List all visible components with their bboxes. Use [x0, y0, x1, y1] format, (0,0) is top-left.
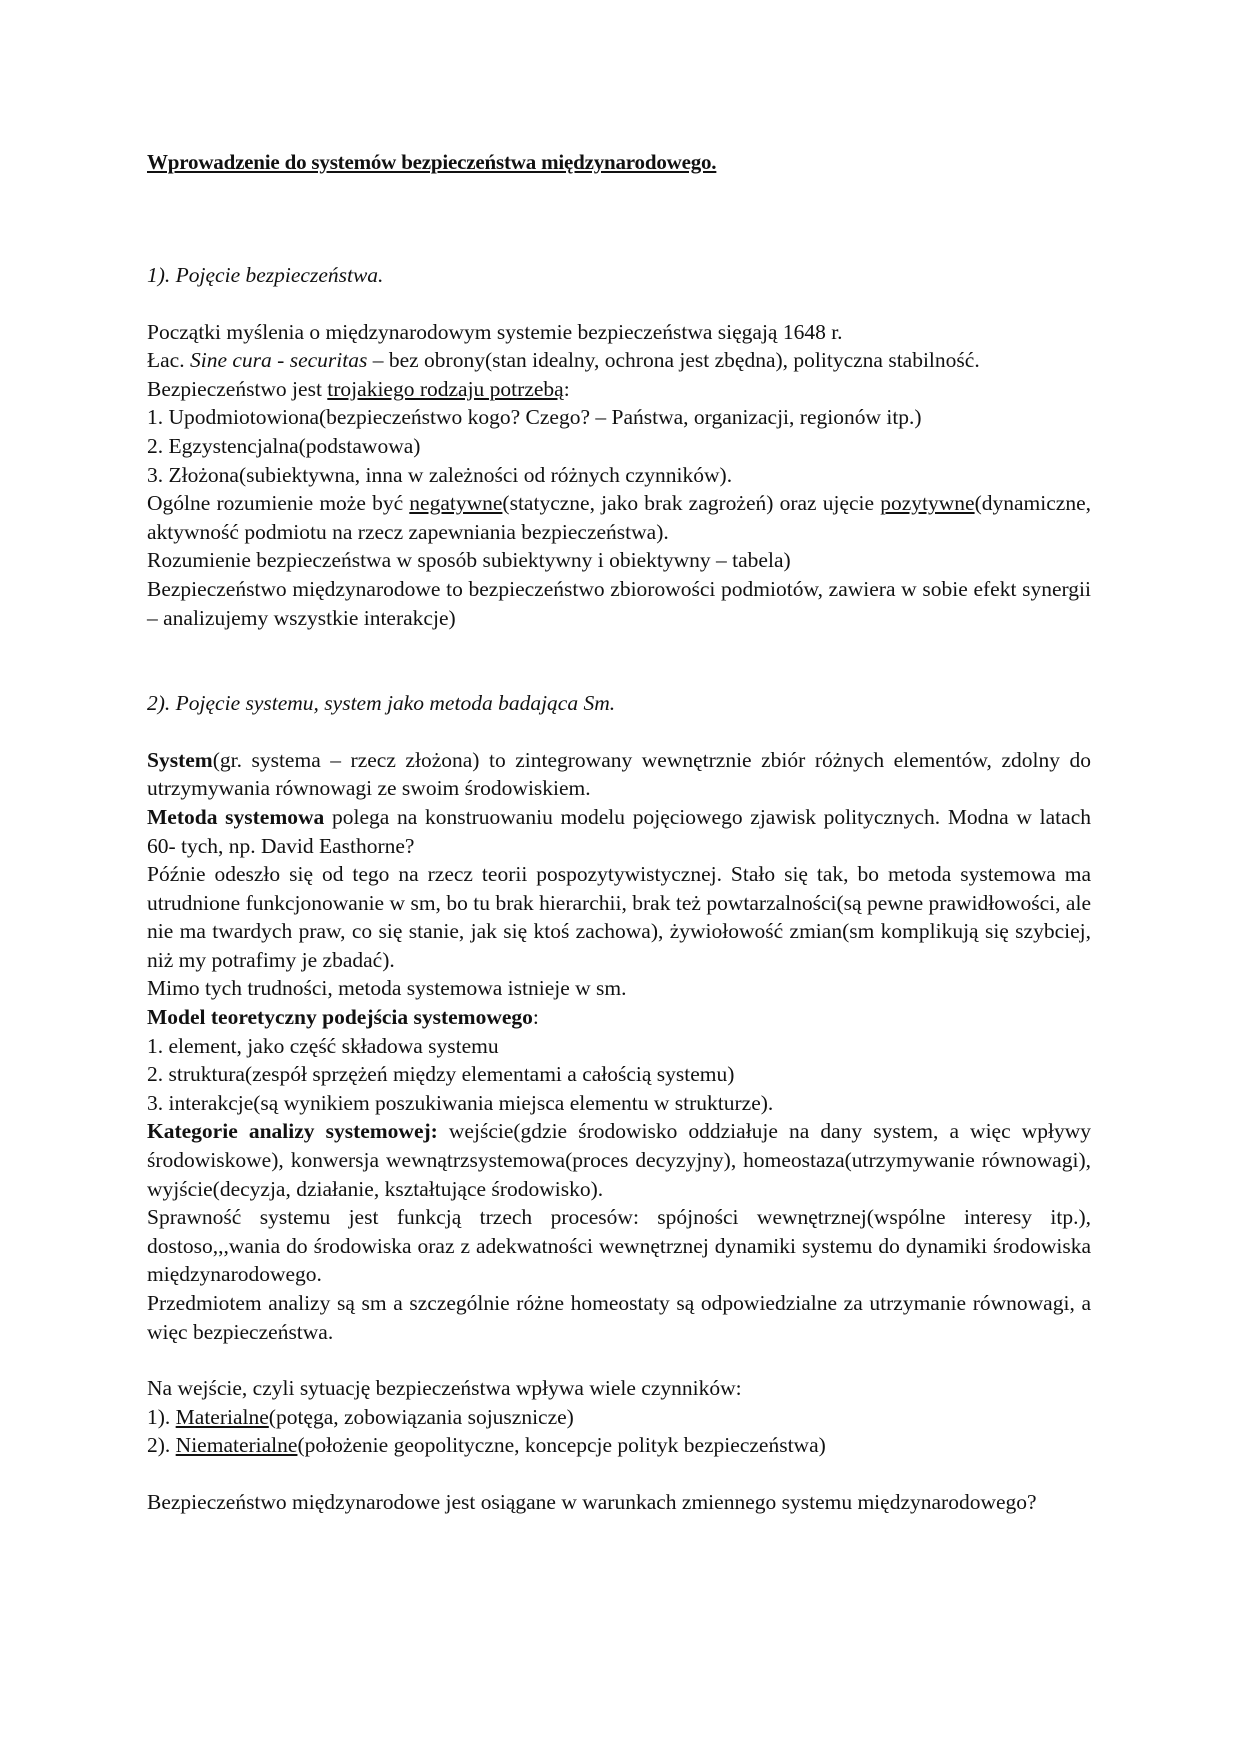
- paragraph-latin: Łac. Sine cura - securitas – bez obrony(stan idealny, ochrona jest zbędna), polityczna stabilność.: [147, 348, 980, 373]
- document-title: Wprowadzenie do systemów bezpieczeństwa międzynarodowego.: [147, 150, 717, 174]
- list-item: 1). Materialne(potęga, zobowiązania sojusznicze): [147, 1404, 574, 1429]
- list-item: 1. Upodmiotowiona(bezpieczeństwo kogo? Czego? – Państwa, organizacji, regionów itp.): [147, 405, 922, 430]
- paragraph: Bezpieczeństwo międzynarodowe to bezpieczeństwo zbiorowości podmiotów, zawiera w sobie efekt synergii – analizujemy wszystkie interakcje): [147, 576, 1091, 630]
- paragraph: Model teoretyczny podejścia systemowego:: [147, 1005, 539, 1030]
- list-item: 2. struktura(zespół sprzężeń między elementami a całością systemu): [147, 1062, 735, 1087]
- paragraph: Początki myślenia o międzynarodowym systemie bezpieczeństwa sięgają 1648 r.: [147, 319, 843, 344]
- latin-term: securitas: [289, 348, 368, 373]
- paragraph: Ogólne rozumienie może być negatywne(statyczne, jako brak zagrożeń) oraz ujęcie pozytywne(dynamiczne, aktywność podmiotu na rzecz zapewniania bezpieczeństwa).: [147, 491, 1091, 544]
- latin-term: Sine cura: [189, 348, 272, 373]
- list-item: 2). Niematerialne(położenie geopolityczne, koncepcje polityk bezpieczeństwa): [147, 1433, 826, 1458]
- underlined-phrase: trojakiego rodzaju potrzebą: [327, 376, 564, 401]
- list-item: 1. element, jako część składowa systemu: [147, 1033, 499, 1058]
- list-item: 3. interakcje(są wynikiem poszukiwania miejsca elementu w strukturze).: [147, 1090, 774, 1115]
- paragraph: Sprawność systemu jest funkcją trzech procesów: spójności wewnętrznej(wspólne interesy itp.), dostoso,,,wania do środowiska oraz z adekwatności wewnętrznej dynamiki systemu do dynamiki środowiska międzynarodowego.: [147, 1205, 1091, 1287]
- bold-term: Kategorie analizy systemowej:: [147, 1119, 438, 1144]
- paragraph: Bezpieczeństwo jest trojakiego rodzaju potrzebą:: [147, 376, 570, 401]
- bold-term: Metoda systemowa: [147, 804, 325, 829]
- document-page: [147, 148, 1091, 1517]
- underlined-term: negatywne: [409, 491, 503, 516]
- section-2-heading: 2). Pojęcie systemu, system jako metoda badająca Sm.: [147, 691, 616, 716]
- list-item: 3. Złożona(subiektywna, inna w zależności od różnych czynników).: [147, 462, 733, 487]
- paragraph: Kategorie analizy systemowej: wejście(gdzie środowisko oddziałuje na dany system, a więc wpływy środowiskowe), konwersja wewnątrzsystemowa(proces decyzyjny), homeostaza(utrzymywanie równowagi), wyjście(decyzja, działanie, kształtujące środowisko).: [147, 1119, 1091, 1201]
- paragraph: Metoda systemowa polega na konstruowaniu modelu pojęciowego zjawisk politycznych. Modna w latach 60- tych, np. David Easthorne?: [147, 804, 1091, 858]
- paragraph: System(gr. systema – rzecz złożona) to zintegrowany wewnętrznie zbiór różnych elementów, zdolny do utrzymywania równowagi ze swoim środowiskiem.: [147, 747, 1091, 801]
- bold-term: Model teoretyczny podejścia systemowego: [147, 1005, 533, 1030]
- paragraph: Na wejście, czyli sytuację bezpieczeństwa wpływa wiele czynników:: [147, 1376, 742, 1401]
- underlined-term: Niematerialne: [175, 1433, 298, 1458]
- list-item: 2. Egzystencjalna(podstawowa): [147, 433, 421, 458]
- section-1-heading: 1). Pojęcie bezpieczeństwa.: [147, 263, 384, 287]
- paragraph: Rozumienie bezpieczeństwa w sposób subiektywny i obiektywny – tabela): [147, 548, 791, 573]
- paragraph: Późnie odeszło się od tego na rzecz teorii pospozytywistycznej. Stało się tak, bo metoda systemowa ma utrudnione funkcjonowanie w sm, bo tu brak hierarchii, brak też powtarzalności(są pewne prawidłowości, ale nie ma twardych praw, co się stanie, jak się ktoś zachowa), żywiołowość zmian(sm komplikują się szybciej, niż my potrafimy je zbadać).: [147, 862, 1091, 972]
- paragraph: Bezpieczeństwo międzynarodowe jest osiągane w warunkach zmiennego systemu międzynarodowego?: [147, 1489, 1037, 1514]
- underlined-term: Materialne: [175, 1404, 269, 1429]
- bold-term: System: [147, 747, 213, 772]
- paragraph: Przedmiotem analizy są sm a szczególnie różne homeostaty są odpowiedzialne za utrzymanie równowagi, a więc bezpieczeństwa.: [147, 1291, 1091, 1344]
- underlined-term: pozytywne: [880, 491, 975, 516]
- paragraph: Mimo tych trudności, metoda systemowa istnieje w sm.: [147, 976, 627, 1001]
